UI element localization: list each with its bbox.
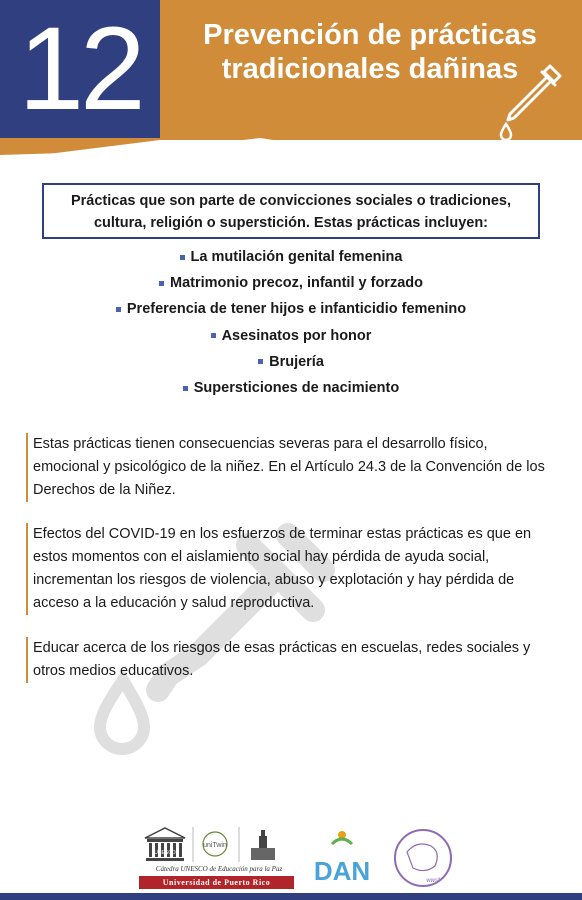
university-label: Universidad de Puerto Rico — [139, 876, 294, 889]
practice-label: La mutilación genital femenina — [190, 249, 403, 266]
list-item — [42, 244, 540, 270]
bullet-icon — [258, 359, 263, 364]
unitwin-logo-text: uniTwin — [203, 842, 227, 849]
bullet-icon — [211, 333, 216, 338]
bullet-icon — [116, 307, 121, 312]
page-title-line-2: tradicionales dañinas — [221, 53, 519, 85]
practice-label: Supersticiones de nacimiento — [193, 380, 400, 397]
paragraph-educate: Educar acerca de los riesgos de esas prácticas en escuelas, redes sociales y otros medios educativos. — [26, 637, 556, 683]
cathedra-label: Cátedra UNESCO de Educación para la Paz — [155, 865, 283, 873]
intro-box: Prácticas que son parte de convicciones sociales o tradiciones, cultura, religión o superstición. Estas prácticas incluyen: — [42, 183, 540, 239]
section-number-box — [0, 0, 160, 138]
list-item — [42, 270, 540, 296]
unesco-logo — [145, 828, 185, 861]
unitwin-logo — [193, 827, 239, 862]
dropper-icon — [492, 60, 567, 140]
paragraph-covid-effects: Efectos del COVID-19 en los esfuerzos de terminar estas prácticas es que en estos momentos con el aislamiento social hay pérdida de ayuda social, incrementan los riesgos de violencia, abuso y explotación y hay pérdida de acceso a la educación y salud reproductiva. — [26, 523, 556, 615]
dan-logo-text: DAN — [313, 856, 371, 886]
section-number: 12 — [18, 3, 142, 135]
bullet-icon — [180, 255, 185, 260]
unesco-logo-text: UNESCO — [154, 850, 176, 856]
upr-tower-logo — [251, 830, 275, 860]
bottom-bar — [0, 893, 582, 900]
list-item — [42, 323, 540, 349]
bullet-icon — [183, 386, 188, 391]
list-item — [42, 296, 540, 322]
practice-label: Preferencia de tener hijos e infanticidio femenino — [126, 301, 467, 318]
page-title-line-1: Prevención de prácticas — [203, 19, 537, 51]
practice-label: Brujería — [269, 353, 324, 370]
practice-label: Matrimonio precoz, infantil y forzado — [170, 275, 423, 292]
wwsf-logo — [395, 830, 451, 886]
dan-logo — [314, 831, 370, 886]
practice-label: Asesinatos por honor — [221, 327, 372, 344]
list-item — [42, 349, 540, 375]
bullet-icon — [159, 281, 164, 286]
paragraph-consequences: Estas prácticas tienen consecuencias severas para el desarrollo físico, emocional y psicológico de la niñez. En el Artículo 24.3 de la Convención de los Derechos de la Niñez. — [26, 433, 556, 502]
wwsf-logo-text: wwsf — [426, 878, 440, 884]
practices-list — [42, 244, 540, 401]
list-item — [42, 375, 540, 401]
